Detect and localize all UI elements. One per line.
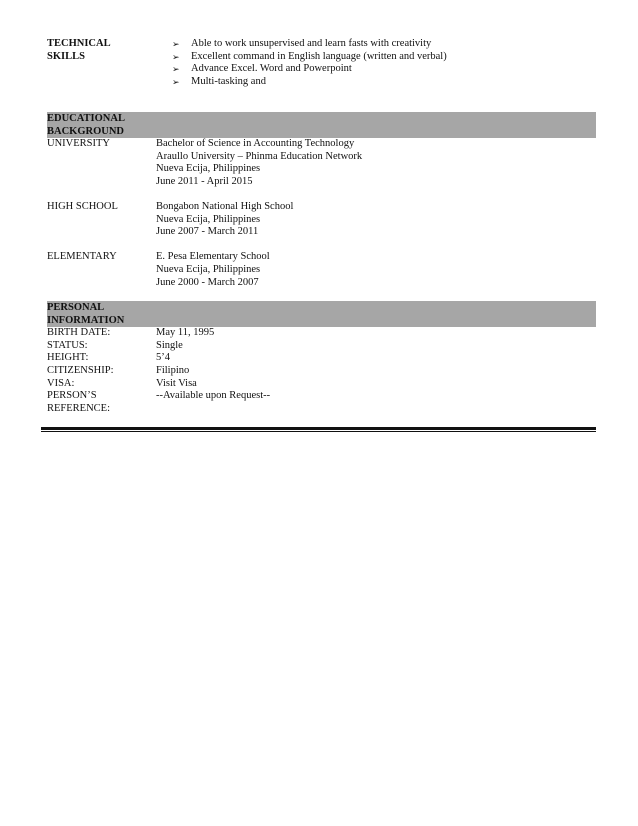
skill-text: Advance Excel. Word and Powerpoint [191, 63, 352, 75]
field-key: HEIGHT: [47, 352, 89, 364]
education-details [156, 251, 270, 289]
education-details [156, 201, 293, 239]
personal-field [47, 365, 596, 378]
detail-line: Bachelor of Science in Accounting Technology [156, 138, 355, 149]
technical-skills-section [47, 38, 596, 100]
detail-line: Nueva Ecija, Philippines [156, 213, 261, 225]
field-value: Filipino [156, 364, 190, 376]
detail-line: E. Pesa Elementary School [156, 251, 270, 263]
field-value: May 11, 1995 [156, 327, 215, 339]
field-key: CITIZENSHIP: [47, 364, 114, 376]
skill-item [172, 38, 447, 51]
skills-list [172, 38, 447, 100]
personal-info-fields [47, 327, 596, 415]
arrow-bullet-icon: ➢ [172, 64, 180, 75]
label-line: SKILLS [47, 50, 85, 62]
personal-field [47, 352, 596, 365]
field-value: Visit Visa [156, 377, 197, 389]
skill-text: Able to work unsupervised and learn fasts with creativity [191, 38, 432, 49]
resume-page [47, 38, 596, 415]
detail-line: June 2007 - March 2011 [156, 226, 259, 238]
skill-text: Multi-tasking and [191, 75, 266, 87]
skill-text: Excellent command in English language (written and verbal) [191, 50, 447, 62]
heading-line: PERSONAL [47, 302, 105, 314]
label-line: TECHNICAL [47, 38, 111, 49]
heading-line: INFORMATION [47, 314, 125, 326]
education-entry-university [47, 138, 596, 188]
detail-line: June 2011 - April 2015 [156, 175, 253, 187]
footer-rule-thin [41, 431, 596, 432]
field-key: PERSON’S [47, 390, 97, 402]
personal-info-heading [47, 301, 596, 327]
personal-field [47, 340, 596, 353]
education-details [156, 138, 362, 188]
technical-skills-label [47, 38, 172, 100]
field-value: 5’4 [156, 352, 170, 364]
arrow-bullet-icon: ➢ [172, 39, 180, 49]
education-heading [47, 112, 596, 138]
detail-line: Araullo University – Phinma Education Network [156, 150, 363, 162]
education-entry-high-school [47, 201, 596, 239]
skill-item [172, 51, 447, 64]
detail-line: Nueva Ecija, Philippines [156, 263, 261, 275]
field-key: REFERENCE: [47, 402, 111, 414]
skill-item [172, 63, 447, 76]
arrow-bullet-icon: ➢ [172, 51, 180, 62]
field-value: --Available upon Request-- [156, 390, 271, 402]
footer-rule-thick [41, 427, 596, 430]
field-key: STATUS: [47, 339, 88, 351]
field-key: BIRTH DATE: [47, 327, 111, 339]
personal-field [47, 403, 596, 416]
field-value: Single [156, 339, 183, 351]
arrow-bullet-icon: ➢ [172, 76, 180, 87]
education-level: UNIVERSITY [47, 138, 110, 149]
heading-line: BACKGROUND [47, 125, 125, 137]
field-key: VISA: [47, 377, 75, 389]
personal-field [47, 327, 596, 340]
personal-field [47, 390, 596, 403]
detail-line: Bongabon National High School [156, 200, 294, 212]
skill-item [172, 76, 447, 89]
detail-line: Nueva Ecija, Philippines [156, 163, 261, 175]
education-entry-elementary [47, 251, 596, 289]
personal-field [47, 378, 596, 391]
education-level: ELEMENTARY [47, 251, 117, 263]
heading-line: EDUCATIONAL [47, 113, 125, 124]
detail-line: June 2000 - March 2007 [156, 276, 259, 288]
education-level: HIGH SCHOOL [47, 200, 118, 212]
